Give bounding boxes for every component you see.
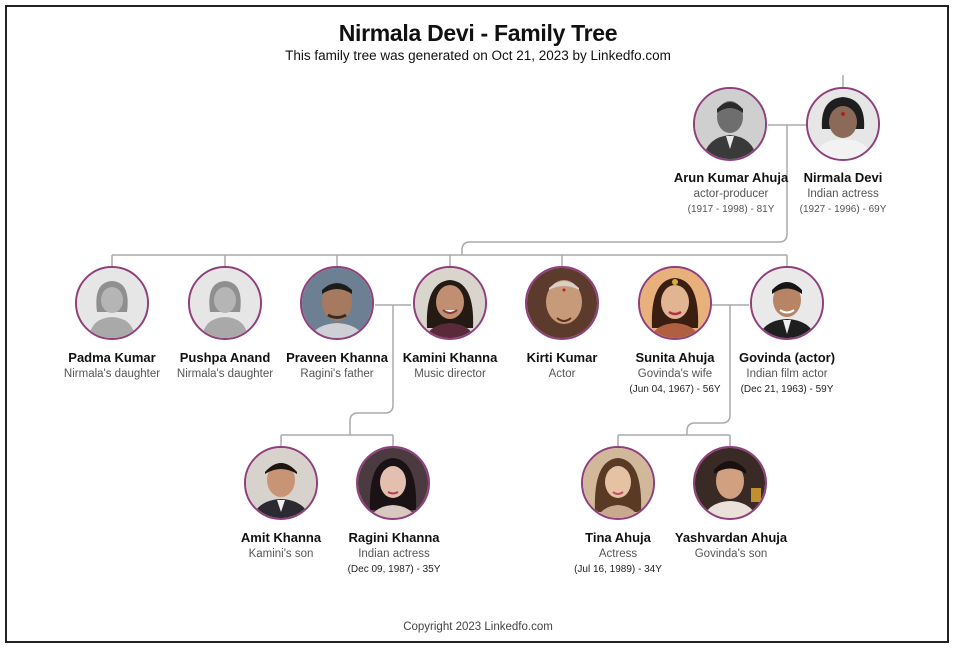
person-role: Kamini's son: [248, 548, 314, 560]
person-name: Padma Kumar: [68, 350, 156, 365]
copyright-footer: Copyright 2023 Linkedfo.com: [403, 621, 553, 633]
person-name: Sunita Ahuja: [635, 350, 715, 365]
person-dates: (Jul 16, 1989) - 34Y: [574, 564, 662, 575]
person-name: Tina Ahuja: [585, 530, 651, 545]
person-role: Govinda's son: [694, 548, 768, 560]
person-dates: (1917 - 1998) - 81Y: [687, 204, 775, 215]
page-subtitle: This family tree was generated on Oct 21, 2023 by Linkedfo.com: [285, 48, 671, 63]
person-name: Amit Khanna: [240, 530, 322, 545]
person-role: Actress: [598, 548, 638, 560]
person-nirmala-devi[interactable]: [773, 170, 913, 218]
person-role: Govinda's wife: [637, 368, 713, 380]
avatar-kirti-kumar[interactable]: [525, 266, 599, 340]
avatar-amit-khanna[interactable]: [244, 446, 318, 520]
person-name: Praveen Khanna: [286, 350, 388, 365]
avatar-yashvardan-ahuja[interactable]: [693, 446, 767, 520]
person-role: actor-producer: [693, 188, 769, 200]
person-dates: (Dec 09, 1987) - 35Y: [347, 564, 441, 575]
avatar-ragini-khanna[interactable]: [356, 446, 430, 520]
person-role: Indian actress: [358, 548, 430, 560]
person-role: Actor: [548, 368, 576, 380]
avatar-arun-kumar-ahuja[interactable]: [693, 87, 767, 161]
person-name: Yashvardan Ahuja: [674, 530, 788, 545]
person-govinda[interactable]: [717, 350, 857, 398]
person-role: Indian film actor: [746, 368, 828, 380]
person-name: Arun Kumar Ahuja: [673, 170, 789, 185]
avatar-padma-kumar[interactable]: [75, 266, 149, 340]
person-name: Ragini Khanna: [348, 530, 440, 545]
person-ragini-khanna[interactable]: [324, 530, 464, 578]
page-title: Nirmala Devi - Family Tree: [338, 20, 618, 46]
avatar-govinda[interactable]: [750, 266, 824, 340]
person-name: Nirmala Devi: [803, 170, 883, 185]
person-dates: (Dec 21, 1963) - 59Y: [740, 384, 834, 395]
avatar-nirmala-devi[interactable]: [806, 87, 880, 161]
person-yashvardan-ahuja[interactable]: [661, 530, 801, 562]
person-dates: (Jun 04, 1967) - 56Y: [629, 384, 721, 395]
avatar-tina-ahuja[interactable]: [581, 446, 655, 520]
person-name: Kamini Khanna: [402, 350, 498, 365]
avatar-kamini-khanna[interactable]: [413, 266, 487, 340]
person-role: Nirmala's daughter: [63, 368, 161, 380]
person-name: Pushpa Anand: [179, 350, 271, 365]
person-role: Indian actress: [807, 188, 879, 200]
person-name: Kirti Kumar: [526, 350, 598, 365]
person-role: Music director: [414, 368, 486, 380]
person-role: Ragini's father: [300, 368, 374, 380]
person-name: Govinda (actor): [738, 350, 836, 365]
avatar-praveen-khanna[interactable]: [300, 266, 374, 340]
avatar-pushpa-anand[interactable]: [188, 266, 262, 340]
avatar-sunita-ahuja[interactable]: [638, 266, 712, 340]
person-dates: (1927 - 1996) - 69Y: [799, 204, 887, 215]
person-role: Nirmala's daughter: [176, 368, 274, 380]
